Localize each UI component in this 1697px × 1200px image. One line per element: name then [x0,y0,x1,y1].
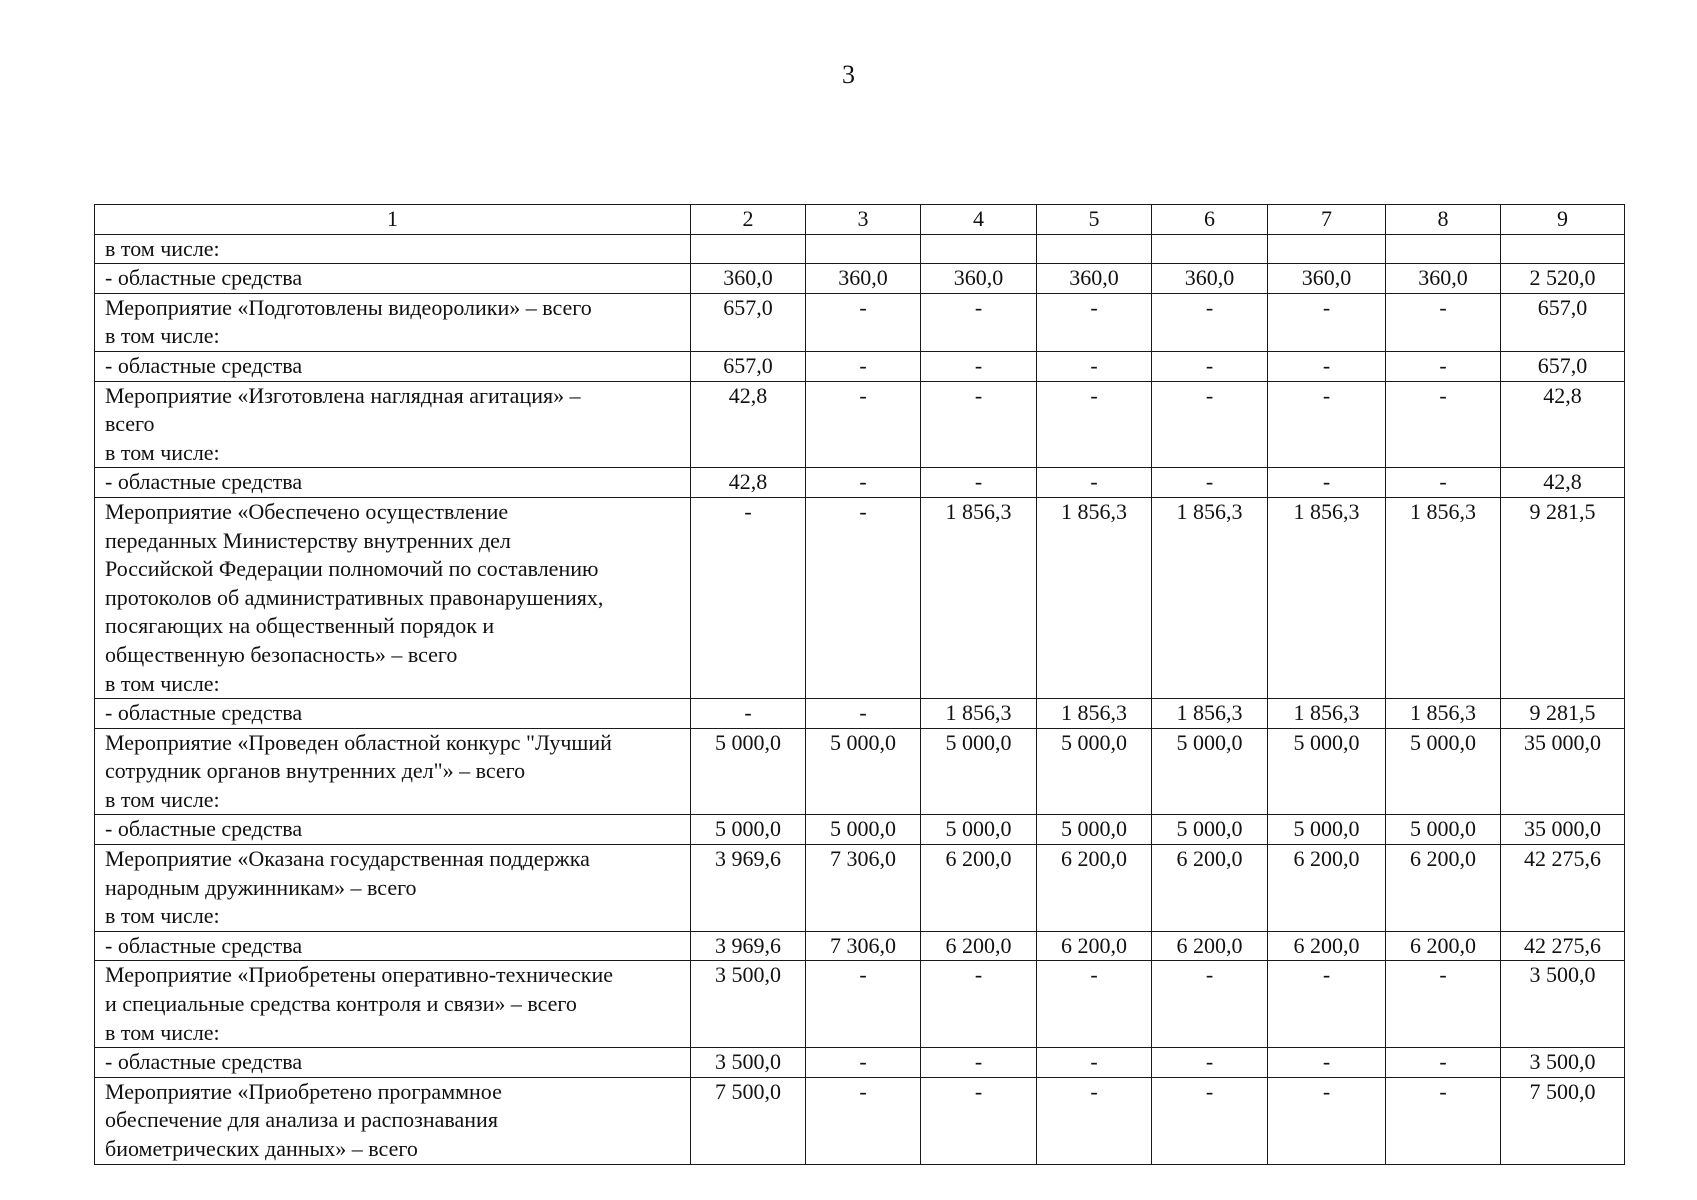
value-cell: - [1268,961,1386,1048]
table-header-row [95,205,1625,235]
value-cell: - [1037,1077,1152,1164]
value-cell: 9 281,5 [1501,699,1625,729]
value-cell: - [806,699,921,729]
value-cell: 5 000,0 [691,728,806,815]
value-cell: 360,0 [921,264,1037,294]
value-cell [1152,234,1268,264]
value-cell: 6 200,0 [1386,845,1501,932]
row-label-line: Мероприятие «Проведен областной конкурс "Лучший [105,729,612,755]
row-label [95,293,691,351]
value-cell: 5 000,0 [921,728,1037,815]
column-number-header: 3 [806,205,921,235]
row-label [95,845,691,932]
value-cell: - [806,351,921,381]
value-cell: - [921,1048,1037,1078]
value-cell: - [806,961,921,1048]
row-label-line: в том числе: [105,235,220,261]
value-cell: 42,8 [691,381,806,468]
value-cell: - [806,1077,921,1164]
value-cell: 5 000,0 [1152,728,1268,815]
row-label-line: - областные средства [105,932,303,958]
value-cell: 5 000,0 [1386,815,1501,845]
value-cell: - [921,1077,1037,1164]
value-cell: - [1037,293,1152,351]
row-label [95,264,691,294]
value-cell: - [806,497,921,698]
value-cell: 1 856,3 [921,497,1037,698]
table-row [95,468,1625,498]
value-cell: 5 000,0 [1037,728,1152,815]
value-cell: 3 969,6 [691,931,806,961]
value-cell: - [921,468,1037,498]
value-cell: 5 000,0 [806,728,921,815]
value-cell: 3 500,0 [691,961,806,1048]
value-cell: 35 000,0 [1501,728,1625,815]
value-cell: 360,0 [1268,264,1386,294]
row-label [95,815,691,845]
value-cell: 42,8 [691,468,806,498]
row-label-line: народным дружинникам» – всего [105,874,417,900]
row-label-line: - областные средства [105,265,303,291]
column-number-header: 8 [1386,205,1501,235]
value-cell: 3 500,0 [691,1048,806,1078]
table-row [95,931,1625,961]
value-cell: 657,0 [1501,351,1625,381]
row-label-line: обеспечение для анализа и распознавания [105,1107,498,1133]
value-cell: 1 856,3 [1152,497,1268,698]
value-cell: 1 856,3 [1037,699,1152,729]
page-number: 3 [842,60,855,89]
row-label-line: в том числе: [105,786,220,812]
value-cell: 1 856,3 [1152,699,1268,729]
value-cell: - [1037,468,1152,498]
value-cell [921,234,1037,264]
value-cell: - [1152,468,1268,498]
value-cell: - [1386,1077,1501,1164]
row-label-line: всего [105,411,155,437]
column-number-header: 1 [95,205,691,235]
value-cell: - [1037,351,1152,381]
column-number-header: 5 [1037,205,1152,235]
value-cell: 657,0 [1501,293,1625,351]
table-row [95,351,1625,381]
value-cell: 3 500,0 [1501,1048,1625,1078]
row-label-line: - областные средства [105,700,303,726]
row-label-line: в том числе: [105,1019,220,1045]
value-cell: 1 856,3 [1386,699,1501,729]
value-cell: - [1386,381,1501,468]
value-cell: 1 856,3 [921,699,1037,729]
row-label-line: биометрических данных» – всего [105,1136,418,1161]
value-cell: - [1152,351,1268,381]
value-cell: 3 969,6 [691,845,806,932]
row-label [95,961,691,1048]
value-cell: - [691,497,806,698]
row-label-line: - областные средства [105,352,303,378]
value-cell: 657,0 [691,293,806,351]
row-label-line: посягающих на общественный порядок и [105,613,495,639]
value-cell: - [921,381,1037,468]
value-cell: - [1386,1048,1501,1078]
row-label [95,497,691,698]
value-cell: 360,0 [691,264,806,294]
value-cell: 6 200,0 [1386,931,1501,961]
value-cell: 6 200,0 [1268,931,1386,961]
row-label-line: - областные средства [105,816,303,842]
column-number-header: 2 [691,205,806,235]
value-cell: - [1268,1048,1386,1078]
value-cell: 5 000,0 [691,815,806,845]
value-cell: 5 000,0 [1268,728,1386,815]
row-label-line: и специальные средства контроля и связи» – всего [105,991,577,1017]
value-cell: 360,0 [806,264,921,294]
value-cell: - [1152,1048,1268,1078]
column-number-header: 4 [921,205,1037,235]
row-label [95,699,691,729]
value-cell: - [1037,1048,1152,1078]
table-row [95,264,1625,294]
row-label-line: протоколов об административных правонарушениях, [105,584,604,610]
table-row [95,728,1625,815]
value-cell: 5 000,0 [1268,815,1386,845]
table-row [95,497,1625,698]
row-label [95,351,691,381]
value-cell: - [806,381,921,468]
value-cell: - [806,1048,921,1078]
value-cell: 6 200,0 [1037,931,1152,961]
table-row [95,961,1625,1048]
row-label [95,1048,691,1078]
row-label-line: Российской Федерации полномочий по составлению [105,556,599,582]
value-cell [691,234,806,264]
value-cell: 42,8 [1501,381,1625,468]
row-label-line: Мероприятие «Подготовлены видеоролики» – всего [105,294,592,320]
row-label-line: общественную безопасность» – всего [105,641,458,667]
value-cell: 42,8 [1501,468,1625,498]
value-cell [1268,234,1386,264]
value-cell [806,234,921,264]
value-cell: 1 856,3 [1268,497,1386,698]
row-label [95,728,691,815]
row-label-line: сотрудник органов внутренних дел"» – всего [105,758,526,784]
column-number-header: 7 [1268,205,1386,235]
value-cell: - [1152,961,1268,1048]
row-label-line: - областные средства [105,1049,303,1075]
row-label-line: Мероприятие «Обеспечено осуществление [105,498,509,524]
value-cell: 360,0 [1037,264,1152,294]
value-cell: 6 200,0 [1152,931,1268,961]
value-cell: 7 306,0 [806,931,921,961]
value-cell: 6 200,0 [921,931,1037,961]
value-cell: 1 856,3 [1386,497,1501,698]
row-label [95,1077,691,1164]
row-label [95,234,691,264]
table-row [95,234,1625,264]
row-label-line: переданных Министерству внутренних дел [105,527,511,553]
table-row [95,699,1625,729]
value-cell: - [806,468,921,498]
table-row [95,293,1625,351]
value-cell: 42 275,6 [1501,931,1625,961]
value-cell: - [921,961,1037,1048]
value-cell: - [1386,351,1501,381]
row-label-line: в том числе: [105,439,220,465]
value-cell [1386,234,1501,264]
value-cell: - [921,351,1037,381]
table-row [95,1077,1625,1164]
value-cell: - [1152,381,1268,468]
value-cell: 7 306,0 [806,845,921,932]
value-cell [1501,234,1625,264]
value-cell: - [1268,293,1386,351]
value-cell: 7 500,0 [1501,1077,1625,1164]
value-cell: - [921,293,1037,351]
value-cell: 6 200,0 [1037,845,1152,932]
row-label-line: в том числе: [105,670,220,696]
value-cell: 5 000,0 [921,815,1037,845]
value-cell: - [1386,961,1501,1048]
value-cell: 6 200,0 [921,845,1037,932]
value-cell: 360,0 [1386,264,1501,294]
table-row [95,381,1625,468]
value-cell: 42 275,6 [1501,845,1625,932]
value-cell: 2 520,0 [1501,264,1625,294]
value-cell: - [1037,961,1152,1048]
value-cell: 6 200,0 [1268,845,1386,932]
value-cell: 5 000,0 [1152,815,1268,845]
value-cell: - [806,293,921,351]
row-label-line: - областные средства [105,469,303,495]
row-label [95,468,691,498]
row-label-line: Мероприятие «Оказана государственная поддержка [105,846,590,872]
value-cell: 5 000,0 [1037,815,1152,845]
column-number-header: 9 [1501,205,1625,235]
value-cell: - [1386,293,1501,351]
value-cell: 5 000,0 [1386,728,1501,815]
value-cell: - [1152,293,1268,351]
table-row [95,815,1625,845]
value-cell: 7 500,0 [691,1077,806,1164]
value-cell: 5 000,0 [806,815,921,845]
value-cell: - [1152,1077,1268,1164]
value-cell: 657,0 [691,351,806,381]
value-cell: 1 856,3 [1037,497,1152,698]
value-cell: - [1268,381,1386,468]
value-cell: 360,0 [1152,264,1268,294]
row-label [95,931,691,961]
value-cell: 1 856,3 [1268,699,1386,729]
value-cell: - [1268,1077,1386,1164]
value-cell: - [1268,351,1386,381]
value-cell: - [1386,468,1501,498]
row-label [95,381,691,468]
row-label-line: в том числе: [105,903,220,929]
table-row [95,845,1625,932]
value-cell: 9 281,5 [1501,497,1625,698]
row-label-line: в том числе: [105,323,220,349]
value-cell: 35 000,0 [1501,815,1625,845]
column-number-header: 6 [1152,205,1268,235]
value-cell: - [1037,381,1152,468]
value-cell: - [1268,468,1386,498]
table-row [95,1048,1625,1078]
value-cell: 6 200,0 [1152,845,1268,932]
budget-table [94,204,1625,1165]
row-label-line: Мероприятие «Приобретены оперативно-технические [105,962,614,988]
row-label-line: Мероприятие «Изготовлена наглядная агитация» – [105,382,581,408]
value-cell: - [691,699,806,729]
value-cell [1037,234,1152,264]
row-label-line: Мероприятие «Приобретено программное [105,1078,502,1104]
value-cell: 3 500,0 [1501,961,1625,1048]
